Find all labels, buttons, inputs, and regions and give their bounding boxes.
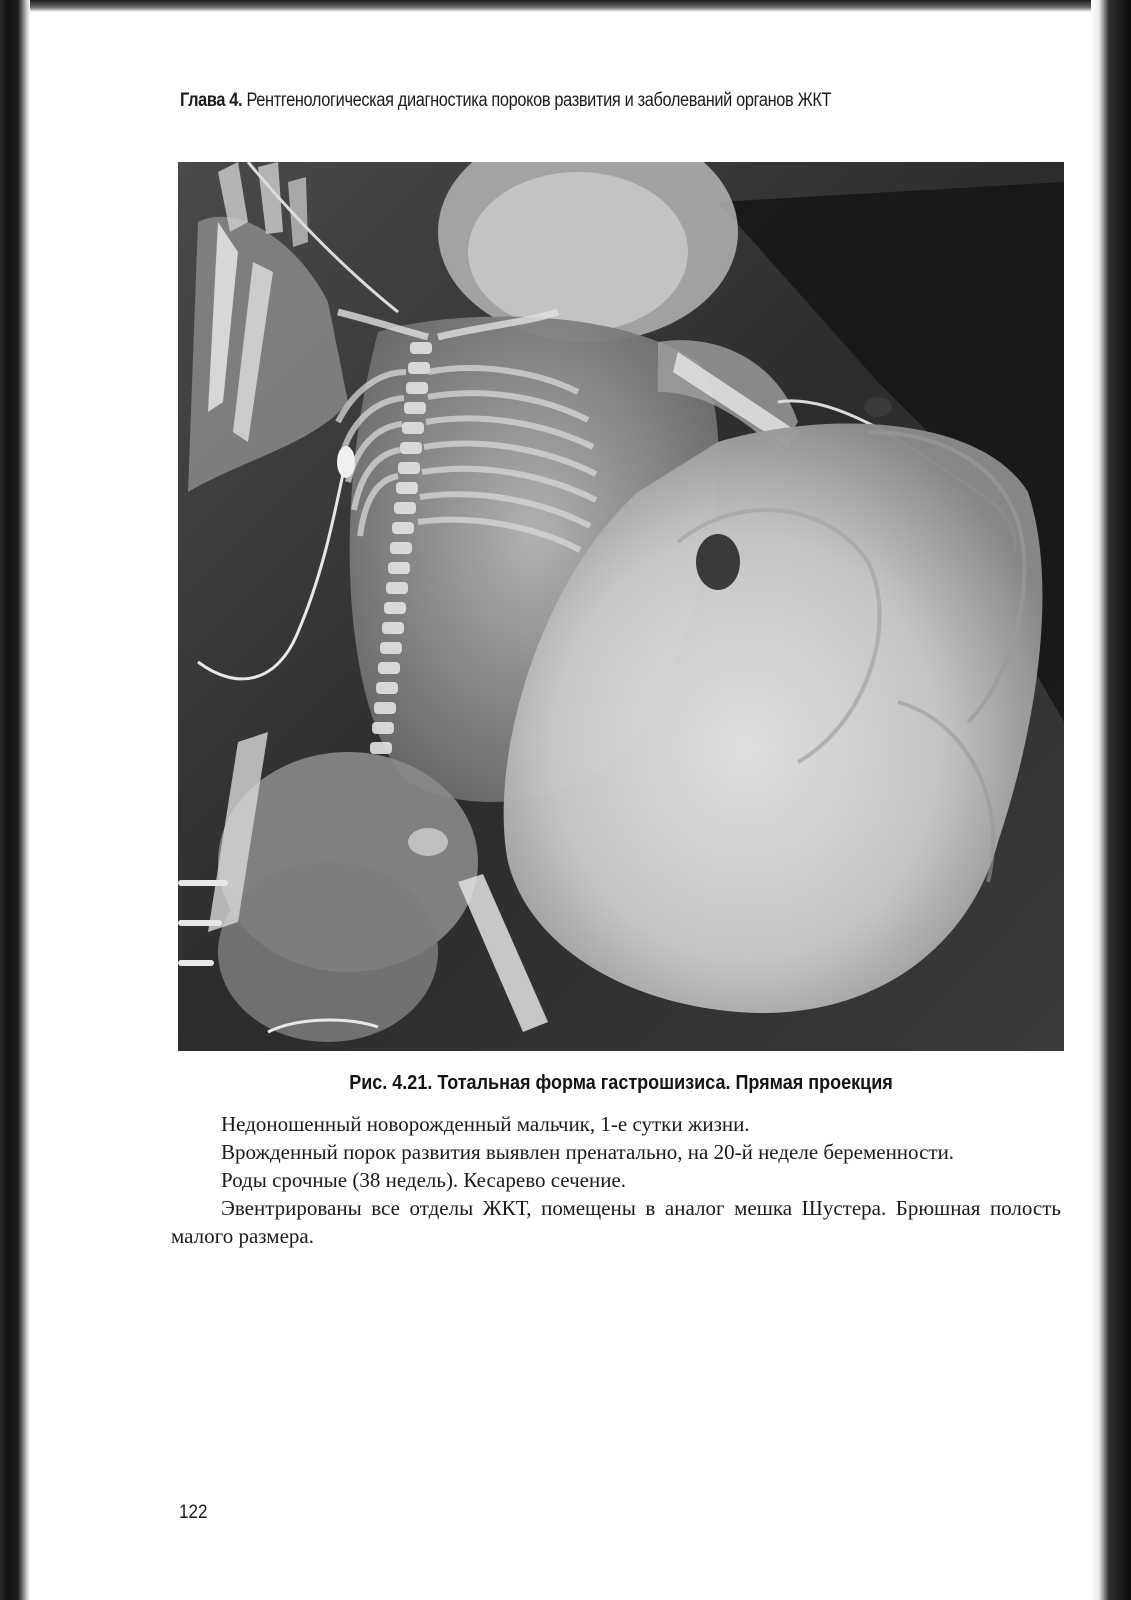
body-text <box>171 1110 1061 1250</box>
chapter-title: Рентгенологическая диагностика пороков развития и заболеваний органов ЖКТ <box>246 90 832 111</box>
figure-caption: Рис. 4.21. Тотальная форма гастрошизиса. Прямая проекция <box>349 1072 893 1094</box>
paragraph: Врожденный порок развития выявлен пренатально, на 20-й неделе беременности. <box>221 1140 955 1164</box>
xray-image <box>178 162 1064 1051</box>
scan-shadow-right <box>1091 0 1131 1600</box>
scan-shadow-left <box>0 0 30 1600</box>
scan-shadow-top <box>0 0 1131 12</box>
chapter-label: Глава 4. <box>180 90 243 111</box>
xray-figure <box>178 162 1064 1051</box>
paragraph: Эвентрированы все отделы ЖКТ, помещены в аналог мешка Шустера. Брюшная полость малого размера. <box>171 1196 1061 1248</box>
page-number: 122 <box>179 1502 208 1523</box>
paragraph: Роды срочные (38 недель). Кесарево сечение. <box>221 1168 627 1192</box>
paragraph: Недоношенный новорожденный мальчик, 1-е сутки жизни. <box>221 1112 750 1136</box>
running-head <box>180 90 954 112</box>
